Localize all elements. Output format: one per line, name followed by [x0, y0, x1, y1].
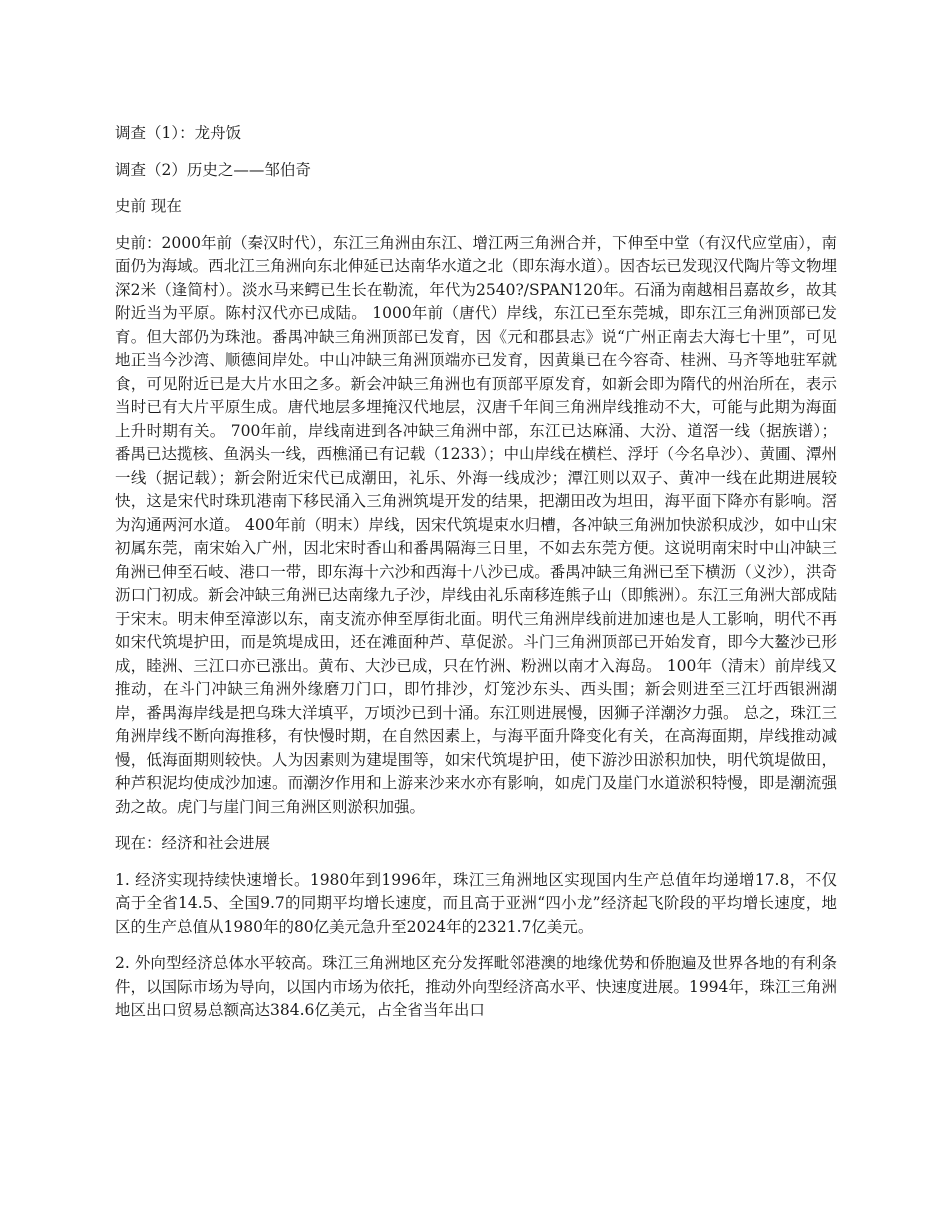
survey-heading-1: 调查（1）：龙舟饭 — [115, 124, 242, 142]
export-economy-paragraph: 2. 外向型经济总体水平较高。珠江三角洲地区充分发挥毗邻港澳的地缘优势和侨胞遍及世界各地的有利条件，以国际市场为导向，以国内市场为依托，推动外向型经济高水平、快速度进展。1994年，珠江三角洲地区出口贸易总额高达384.6亿美元，占全省当年出口 — [115, 954, 837, 1019]
history-paragraph: 史前：2000年前（秦汉时代），东江三角洲由东江、增江两三角洲合并，下伸至中堂（有汉代应堂庙），南面仍为海域。西北江三角洲向东北伸延已达南华水道之北（即东海水道）。因杏坛已发现汉代陶片等文物埋深2米（逢简村）。淡水马来鳄已生长在勒流，年代为2540?/SPAN120年。石涌为南越相吕嘉故乡，故其附近当为平原。陈村汉代亦已成陆。 1000年前（唐代）岸线，东江已至东莞城，即东江三角洲顶部已发育。但大部仍为珠池。番禺冲缺三角洲顶部已发育，因《元和郡县志》说“广州正南去大海七十里”，可见地正当今沙湾、顺德间岸处。中山冲缺三角洲顶端亦已发育，因黄巢已在今容奇、桂洲、马齐等地驻军就食，可见附近已是大片水田之多。新会冲缺三角洲也有顶部平原发育，如新会即为隋代的州治所在，表示当时已有大片平原生成。唐代地层多埋掩汉代地层，汉唐千年间三角洲岸线推动不大，可能与此期为海面上升时期有关。 700年前，岸线南进到各冲缺三角洲中部，东江已达麻涌、大汾、道滘一线（据族谱）；番禺已达揽核、鱼涡头一线，西樵涌已有记载（1233）；中山岸线在横栏、浮圩（今名阜沙）、黄圃、潭州一线（据记载）；新会附近宋代已成潮田，礼乐、外海一线成沙；潭江则以双子、黄冲一线在此期进展较快，这是宋代时珠玑港南下移民涌入三角洲筑堤开发的结果，把潮田改为坦田，海平面下降亦有影响。滘为沟通两河水道。 400年前（明末）岸线，因宋代筑堤束水归槽，各冲缺三角洲加快淤积成沙，如中山宋初属东莞，南宋始入广州，因北宋时香山和番禺隔海三日里，不如去东莞方便。这说明南宋时中山冲缺三角洲已伸至石岐、港口一带，即东海十六沙和西海十八沙已成。番禺冲缺三角洲已至下横沥（义沙），洪奇沥口门初成。新会冲缺三角洲已达南缘九子沙，岸线由礼乐南移连熊子山（即熊洲）。东江三角洲大部成陆于宋末。明末伸至漳澎以东，南支流亦伸至厚街北面。明代三角洲岸线前进加速也是人工影响，明代不再如宋代筑堤护田，而是筑堤成田，还在滩面种芦、草促淤。斗门三角洲顶部已开始发育，即今大鳌沙已形成，睦洲、三江口亦已涨出。黄布、大沙已成，只在竹洲、粉洲以南才入海岛。 100年（清末）前岸线又推动，在斗门冲缺三角洲外缘磨刀门口，即竹排沙，灯笼沙东头、西头围；新会则进至三江圩西银洲湖岸，番禺海岸线是把乌珠大洋填平，万顷沙已到十涌。东江则进展慢，因狮子洋潮汐力强。 总之，珠江三角洲岸线不断向海推移，有快慢时期，在自然因素上，与海平面升降变化有关，在高海面期，岸线推动减慢，低海面期则较快。人为因素则为建堤围等，如宋代筑堤护田，使下游沙田淤积加快，明代筑堤做田，种芦积泥均使成沙加速。而潮汐作用和上游来沙来水亦有影响，如虎门及崖门水道淤积特慢，即是潮流强劲之故。虎门与崖门间三角洲区则淤积加强。 — [115, 233, 837, 816]
document-page — [115, 122, 837, 1036]
section-heading-prehistory-present: 史前 现在 — [115, 197, 182, 215]
survey-heading-2: 调查（2）历史之——邹伯奇 — [115, 160, 311, 179]
section-heading-present: 现在：经济和社会进展 — [115, 834, 271, 852]
economic-growth-paragraph: 1. 经济实现持续快速增长。1980年到1996年，珠江三角洲地区实现国内生产总值年均递增17.8，不仅高于全省14.5、全国9.7的同期平均增长速度，而且高于亚洲“四小龙”经济起飞阶段的平均增长速度，地区的生产总值从1980年的80亿美元急升至2024年的2321.7亿美元。 — [115, 870, 837, 936]
